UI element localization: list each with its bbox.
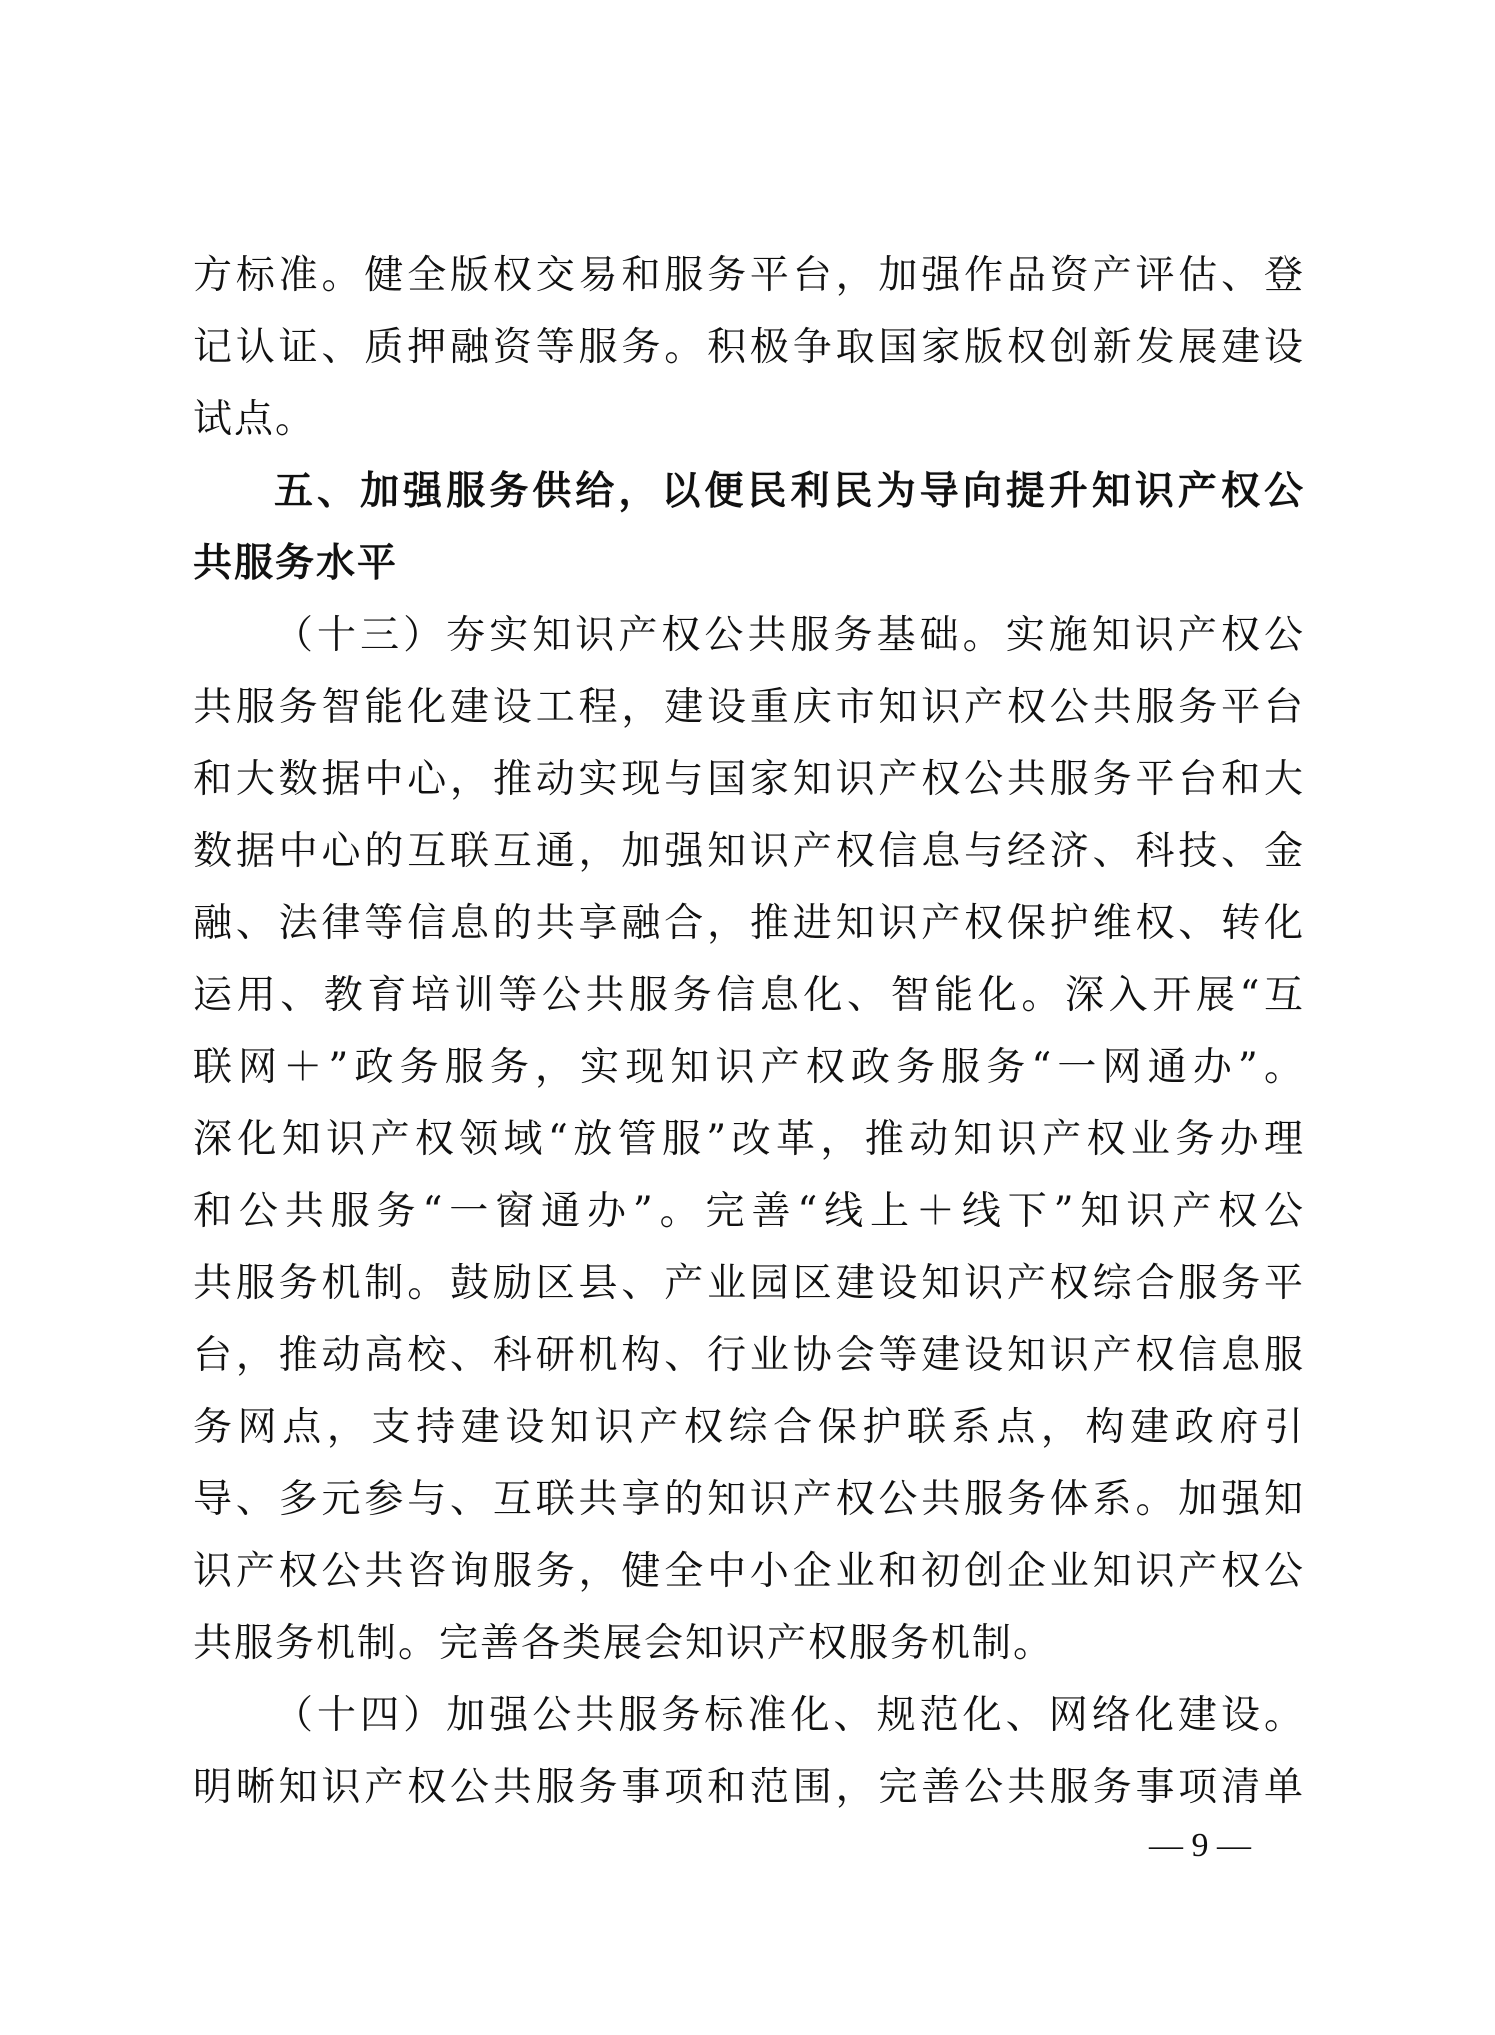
body-line-2: 记认证、质押融资等服务。积极争取国家版权创新发展建设	[193, 325, 1305, 370]
body-line-9: 数据中心的互联互通，加强知识产权信息与经济、科技、金	[193, 829, 1305, 874]
section-heading-line-2: 共服务水平	[193, 541, 399, 586]
body-line-11: 运用、教育培训等公共服务信息化、智能化。深入开展“互	[193, 973, 1305, 1018]
body-line-14: 和公共服务“一窗通办”。完善“线上＋线下”知识产权公	[193, 1189, 1305, 1234]
subsection-14-first-line: （十四）加强公共服务标准化、规范化、网络化建设。	[274, 1693, 1305, 1738]
body-line-20: 共服务机制。完善各类展会知识产权服务机制。	[193, 1621, 1055, 1666]
page-number: — 9 —	[1149, 1827, 1251, 1864]
body-line-19: 识产权公共咨询服务，健全中小企业和初创企业知识产权公	[193, 1549, 1305, 1594]
body-line-12: 联网＋”政务服务，实现知识产权政务服务“一网通办”。	[193, 1045, 1305, 1090]
body-line-18: 导、多元参与、互联共享的知识产权公共服务体系。加强知	[193, 1477, 1305, 1522]
body-line-17: 务网点，支持建设知识产权综合保护联系点，构建政府引	[193, 1405, 1305, 1450]
body-line-16: 台，推动高校、科研机构、行业协会等建设知识产权信息服	[193, 1333, 1305, 1378]
body-line-8: 和大数据中心，推动实现与国家知识产权公共服务平台和大	[193, 757, 1305, 802]
body-line-13: 深化知识产权领域“放管服”改革，推动知识产权业务办理	[193, 1117, 1305, 1162]
section-heading-line-1: 五、加强服务供给，以便民利民为导向提升知识产权公	[274, 469, 1305, 514]
body-line-15: 共服务机制。鼓励区县、产业园区建设知识产权综合服务平	[193, 1261, 1305, 1306]
body-line-22: 明晰知识产权公共服务事项和范围，完善公共服务事项清单	[193, 1765, 1305, 1810]
body-line-7: 共服务智能化建设工程，建设重庆市知识产权公共服务平台	[193, 685, 1305, 730]
body-line-1: 方标准。健全版权交易和服务平台，加强作品资产评估、登	[193, 253, 1305, 298]
body-line-10: 融、法律等信息的共享融合，推进知识产权保护维权、转化	[193, 901, 1305, 946]
subsection-13-first-line: （十三）夯实知识产权公共服务基础。实施知识产权公	[274, 613, 1305, 658]
body-line-3: 试点。	[193, 397, 317, 442]
